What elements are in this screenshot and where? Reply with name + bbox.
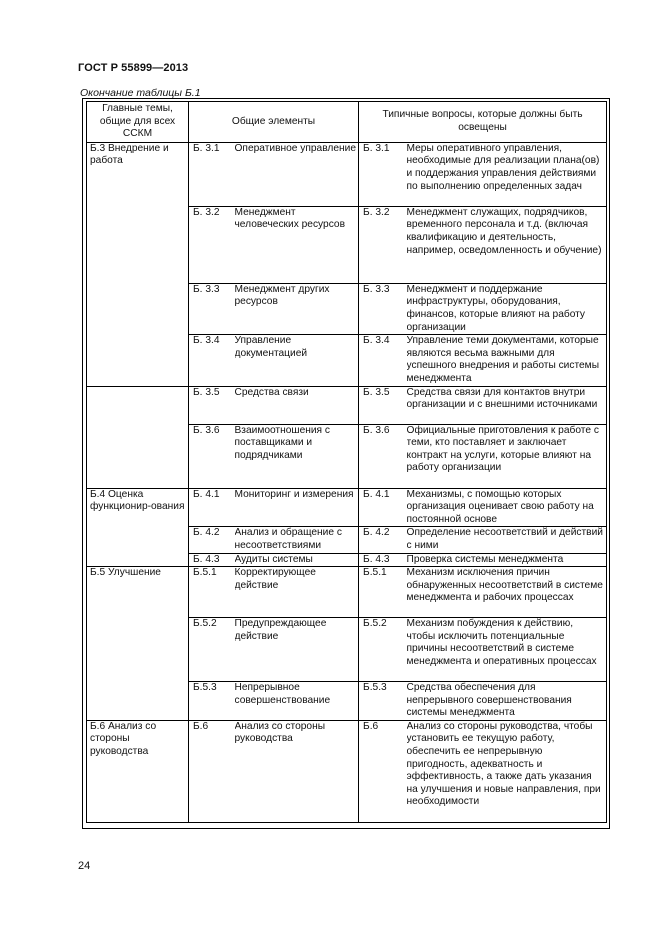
question-code: Б.5.3 [359, 682, 407, 721]
element-code: Б. 3.5 [189, 386, 235, 424]
question-text: Управление теми документами, которые являются весьма важными для успешного внедрения и работы системы менеджмента [407, 335, 607, 386]
question-text: Менеджмент и поддержание инфраструктуры, оборудования, финансов, которые влияют на работу организации [407, 283, 607, 334]
element-name: Предупреждающее действие [235, 618, 359, 682]
question-code: Б. 3.4 [359, 335, 407, 386]
question-text: Меры оперативного управления, необходимые для реализации плана(ов) и поддержания управления действиями по выполнению определенных задач [407, 142, 607, 206]
header-elements: Общие элементы [189, 102, 359, 143]
element-code: Б. 3.2 [189, 206, 235, 283]
element-code: Б.5.2 [189, 618, 235, 682]
element-code: Б.5.3 [189, 682, 235, 721]
element-name: Аудиты системы [235, 553, 359, 567]
question-text: Средства обеспечения для непрерывного совершенствования системы менеджмента [407, 682, 607, 721]
question-text: Механизм исключения причин обнаруженных несоответствий в системе менеджмента и рабочих процессах [407, 567, 607, 618]
question-code: Б. 3.2 [359, 206, 407, 283]
element-name: Менеджмент других ресурсов [235, 283, 359, 334]
question-text: Менеджмент служащих, подрядчиков, временного персонала и т.д. (включая квалификацию и деятельность, например, осведомленность и обучение) [407, 206, 607, 283]
question-text: Механизм побуждения к действию, чтобы исключить потенциальные причины несоответствий в системе менеджмента и оперативных процессах [407, 618, 607, 682]
question-text: Официальные приготовления к работе с теми, кто поставляет и заключает контракт на услуги, которые влияют на работу организации [407, 424, 607, 488]
question-code: Б. 3.3 [359, 283, 407, 334]
question-code: Б. 3.6 [359, 424, 407, 488]
question-text: Механизмы, с помощью которых организация оценивает свою работу на постоянной основе [407, 488, 607, 527]
element-code: Б. 4.2 [189, 527, 235, 553]
element-code: Б. 4.3 [189, 553, 235, 567]
element-code: Б. 3.6 [189, 424, 235, 488]
table-row [87, 386, 607, 424]
element-code: Б.6 [189, 720, 235, 822]
element-name: Средства связи [235, 386, 359, 424]
table-row [87, 142, 607, 206]
question-code: Б.5.1 [359, 567, 407, 618]
header-themes: Главные темы, общие для всех ССКМ [87, 102, 189, 143]
element-name: Взаимоотношения с поставщиками и подрядчиками [235, 424, 359, 488]
element-code: Б. 3.4 [189, 335, 235, 386]
question-code: Б.6 [359, 720, 407, 822]
table-row [87, 567, 607, 618]
question-text: Средства связи для контактов внутри организации и с внешними источниками [407, 386, 607, 424]
element-name: Оперативное управление [235, 142, 359, 206]
element-name: Анализ со стороны руководства [235, 720, 359, 822]
table-header-row [87, 102, 607, 143]
question-text: Определение несоответствий и действий с ними [407, 527, 607, 553]
question-code: Б.5.2 [359, 618, 407, 682]
standards-table [86, 101, 607, 823]
table-caption: Окончание таблицы Б.1 [80, 87, 201, 99]
element-name: Непрерывное совершенствование [235, 682, 359, 721]
question-text: Проверка системы менеджмента [407, 553, 607, 567]
element-name: Корректирующее действие [235, 567, 359, 618]
theme-cell: Б.6 Анализ со стороны руководства [87, 720, 189, 822]
question-text: Анализ со стороны руководства, чтобы установить ее текущую работу, обеспечить ее непрерывную пригодность, адекватность и эффективность, а также дать указания на улучшения и новые направления, при необходимости [407, 720, 607, 822]
question-code: Б. 3.5 [359, 386, 407, 424]
question-code: Б. 4.2 [359, 527, 407, 553]
element-name: Мониторинг и измерения [235, 488, 359, 527]
table-row [87, 488, 607, 527]
document-header: ГОСТ Р 55899—2013 [78, 62, 189, 74]
theme-cell: Б.4 Оценка функционир-ования [87, 488, 189, 567]
element-code: Б. 4.1 [189, 488, 235, 527]
element-code: Б. 3.1 [189, 142, 235, 206]
element-code: Б.5.1 [189, 567, 235, 618]
theme-cell: Б.5 Улучшение [87, 567, 189, 721]
page-number: 24 [78, 860, 91, 872]
table-row [87, 720, 607, 822]
header-questions: Типичные вопросы, которые должны быть освещены [359, 102, 607, 143]
element-name: Менеджмент человеческих ресурсов [235, 206, 359, 283]
question-code: Б. 3.1 [359, 142, 407, 206]
element-name: Управление документацией [235, 335, 359, 386]
theme-cell [87, 386, 189, 488]
element-name: Анализ и обращение с несоответствиями [235, 527, 359, 553]
theme-cell: Б.3 Внедрение и работа [87, 142, 189, 386]
question-code: Б. 4.1 [359, 488, 407, 527]
element-code: Б. 3.3 [189, 283, 235, 334]
question-code: Б. 4.3 [359, 553, 407, 567]
